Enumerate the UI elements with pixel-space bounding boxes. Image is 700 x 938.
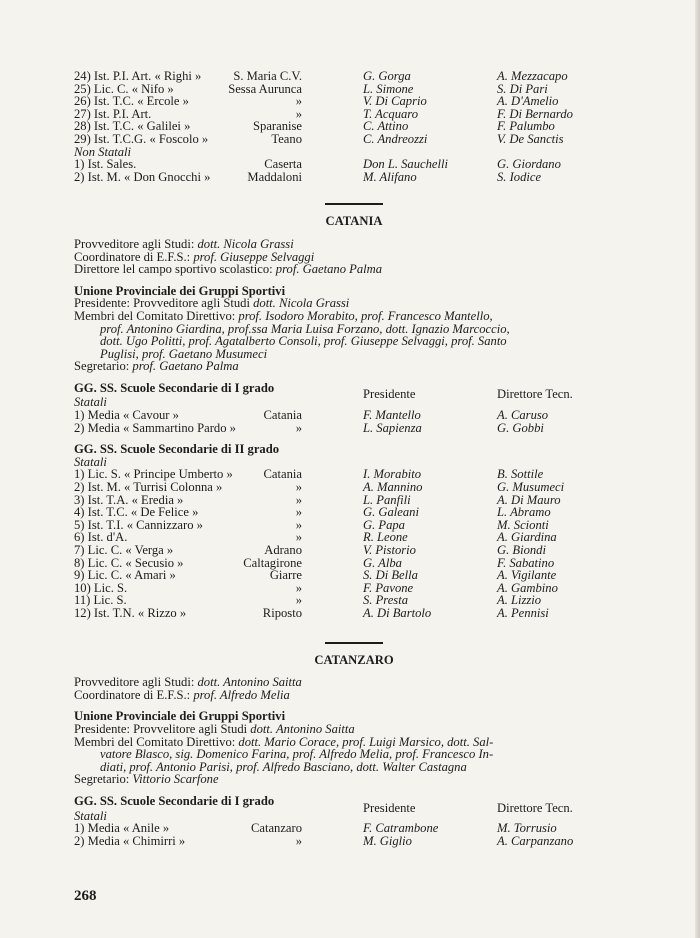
table-row [74, 70, 634, 83]
grade1-title: GG. SS. Scuole Secondarie di I grado [74, 793, 275, 808]
president-header: Presidente [363, 387, 416, 402]
school-town: » [295, 480, 302, 495]
school-name: 29) Ist. T.C.G. « Foscolo » [74, 131, 209, 146]
school-name: 9) Lic. C. « Amari » [74, 568, 176, 583]
school-name: 4) Ist. T.C. « De Felice » [74, 505, 199, 520]
school-president: C. Andreozzi [363, 131, 428, 146]
table-row [74, 133, 634, 146]
school-town: Maddaloni [247, 169, 302, 184]
table-row [74, 544, 634, 557]
section-title-catania: CATANIA [325, 214, 383, 229]
school-town: Sessa Aurunca [228, 81, 302, 96]
section-divider [325, 203, 383, 205]
members-line: Membri del Comitato Direttivo: prof. Isodoro Morabito, prof. Francesco Mantello, [74, 308, 493, 323]
school-town: » [295, 505, 302, 520]
school-director: M. Torrusio [497, 821, 557, 836]
section-title-catanzaro: CATANZARO [314, 652, 394, 667]
secretary-line: Segretario: Vittorio Scarfone [74, 772, 219, 787]
school-town: Adrano [264, 543, 302, 557]
school-director: A. Pennisi [497, 605, 549, 620]
school-town: Sparanise [253, 119, 302, 134]
school-name: 7) Lic. C. « Verga » [74, 543, 174, 557]
school-director: F. Di Bernardo [497, 106, 573, 121]
members-line: dott. Ugo Politti, prof. Agatalberto Consoli, prof. Giuseppe Selvaggi, prof. Santo [100, 334, 507, 349]
school-name: 1) Media « Anile » [74, 821, 170, 836]
school-name: 24) Ist. P.I. Art. « Righi » [74, 69, 202, 83]
school-director: A. D'Amelio [497, 94, 559, 109]
table-row [74, 158, 634, 171]
school-name: 1) Lic. S. « Principe Umberto » [74, 467, 233, 482]
intro-line: Provveditore agli Studi: dott. Antonino Saitta [74, 675, 302, 690]
school-director: A. Lizzio [497, 593, 542, 608]
school-town: S. Maria C.V. [233, 69, 302, 83]
school-name: 8) Lic. C. « Secusio » [74, 555, 184, 570]
grade2-block [74, 443, 634, 619]
school-director: S. Iodice [497, 169, 542, 184]
school-president: C. Attino [363, 119, 409, 134]
school-town: Riposto [262, 605, 302, 620]
school-president: F. Pavone [363, 580, 414, 595]
school-town: Catania [263, 467, 302, 482]
school-director: G. Giordano [497, 157, 561, 172]
school-town: » [295, 593, 302, 608]
school-director: B. Sottile [497, 467, 544, 482]
non-statali-label: Non Statali [74, 144, 132, 159]
school-director: S. Di Pari [497, 81, 548, 96]
school-name: 26) Ist. T.C. « Ercole » [74, 94, 189, 109]
members-line: diati, prof. Antonio Parisi, prof. Alfredo Basciano, dott. Walter Castagna [100, 759, 467, 774]
school-town: » [295, 580, 302, 595]
school-director: A. Di Mauro [497, 492, 561, 507]
intro-line: Coordinatore di E.F.S.: prof. Alfredo Melia [74, 687, 290, 702]
school-town: Caserta [264, 157, 302, 172]
table-row [74, 171, 634, 184]
members-line: Puglisi, prof. Gaetano Musumeci [100, 346, 268, 361]
document-page [74, 70, 634, 847]
school-director: G. Gobbi [497, 420, 544, 435]
grade2-title: GG. SS. Scuole Secondarie di II grado [74, 442, 280, 457]
director-header: Direttore Tecn. [497, 387, 573, 402]
statali-label: Statali [74, 454, 107, 469]
school-president: F. Catrambone [363, 821, 439, 836]
school-name: 1) Media « Cavour » [74, 408, 179, 423]
school-president: G. Galeani [363, 505, 419, 520]
school-name: 12) Ist. T.N. « Rizzo » [74, 605, 187, 620]
union-block [74, 710, 634, 786]
school-name: 25) Lic. C. « Nifo » [74, 81, 174, 96]
secretary-line: Segretario: prof. Gaetano Palma [74, 359, 239, 374]
school-director: A. Caruso [497, 408, 549, 423]
school-president: G. Alba [363, 555, 402, 570]
school-town: Teano [271, 131, 302, 146]
school-town: Catanzaro [250, 821, 302, 836]
school-director: M. Scionti [497, 517, 549, 532]
page-number: 268 [74, 888, 97, 904]
president-line: Presidente: Provvelitore agli Studi dott. Antonino Saitta [74, 721, 355, 736]
school-name: 27) Ist. P.I. Art. [74, 106, 152, 121]
table-row [74, 481, 634, 494]
school-director: A. Carpanzano [497, 833, 574, 848]
school-director: A. Gambino [497, 580, 558, 595]
grade1-block [74, 795, 634, 847]
school-town: » [295, 530, 302, 545]
table-row [74, 95, 634, 108]
school-director: L. Abramo [497, 505, 551, 520]
school-director: A. Mezzacapo [497, 69, 568, 83]
president-line: Presidente: Provveditore agli Studi dott. Nicola Grassi [74, 296, 350, 311]
grade1-block [74, 382, 634, 434]
school-president: M. Alifano [363, 169, 417, 184]
table-row [74, 835, 634, 848]
school-name: 28) Ist. T.C. « Galilei » [74, 119, 191, 134]
table-row [74, 569, 634, 582]
table-row [74, 822, 634, 835]
school-director: A. Vigilante [497, 568, 557, 583]
members-line: Membri del Comitato Direttivo: dott. Mario Corace, prof. Luigi Marsico, dott. Sal- [74, 734, 494, 749]
school-director: F. Sabatino [497, 555, 555, 570]
school-director: F. Palumbo [497, 119, 555, 134]
top-school-list [74, 70, 634, 183]
table-row [74, 506, 634, 519]
school-town: » [295, 420, 302, 435]
president-header: Presidente [363, 800, 416, 815]
union-block [74, 285, 634, 373]
intro-line: Coordinatore di E.F.S.: prof. Giuseppe Selvaggi [74, 249, 315, 264]
school-name: 2) Ist. M. « Turrisi Colonna » [74, 480, 223, 495]
table-row [74, 607, 634, 620]
statali-label: Statali [74, 395, 107, 410]
school-president: L. Sapienza [363, 420, 422, 435]
school-name: 2) Media « Chimirri » [74, 833, 186, 848]
union-title: Unione Provinciale dei Gruppi Sportivi [74, 283, 286, 298]
school-name: 11) Lic. S. [74, 593, 127, 608]
school-president: M. Giglio [363, 833, 412, 848]
school-town: Catania [263, 408, 302, 423]
school-president: L. Simone [363, 81, 414, 96]
school-town: » [295, 492, 302, 507]
school-director: G. Biondi [497, 543, 546, 557]
school-director: G. Musumeci [497, 480, 565, 495]
school-president: R. Leone [363, 530, 408, 545]
members-line: prof. Antonino Giardina, prof.ssa Maria Luisa Forzano, dott. Ignazio Marcoccio, [100, 321, 510, 336]
school-president: A. Mannino [363, 480, 423, 495]
table-row [74, 409, 634, 422]
school-president: G. Papa [363, 517, 405, 532]
table-row [74, 582, 634, 595]
school-town: Giarre [269, 568, 302, 583]
school-town: Caltagirone [243, 555, 302, 570]
director-header: Direttore Tecn. [497, 800, 573, 815]
table-row [74, 422, 634, 435]
school-president: T. Acquaro [363, 106, 419, 121]
section-divider [325, 642, 383, 644]
school-town: » [295, 106, 302, 121]
statali-label: Statali [74, 808, 107, 823]
school-president: I. Morabito [363, 467, 422, 482]
school-name: 3) Ist. T.A. « Eredia » [74, 492, 184, 507]
page-edge-shadow [695, 0, 700, 938]
school-town: » [295, 517, 302, 532]
school-president: Don L. Sauchelli [363, 157, 449, 172]
members-line: vatore Blasco, sig. Domenico Farina, prof. Alfredo Melia, prof. Francesco In- [100, 747, 494, 762]
grade1-title: GG. SS. Scuole Secondarie di I grado [74, 380, 275, 395]
school-name: 2) Media « Sammartino Pardo » [74, 420, 236, 435]
school-president: A. Di Bartolo [363, 605, 432, 620]
union-title: Unione Provinciale dei Gruppi Sportivi [74, 709, 286, 724]
school-name: 1) Ist. Sales. [74, 157, 137, 172]
school-name: 5) Ist. T.I. « Cannizzaro » [74, 517, 203, 532]
school-president: F. Mantello [363, 408, 421, 423]
school-president: S. Presta [363, 593, 409, 608]
school-president: V. Di Caprio [363, 94, 427, 109]
school-town: » [295, 833, 302, 848]
school-name: 2) Ist. M. « Don Gnocchi » [74, 169, 211, 184]
intro-line: Provveditore agli Studi: dott. Nicola Grassi [74, 236, 294, 251]
school-director: A. Giardina [497, 530, 557, 545]
school-president: L. Panfili [363, 492, 411, 507]
school-director: V. De Sanctis [497, 131, 564, 146]
school-president: G. Gorga [363, 69, 411, 83]
school-president: S. Di Bella [363, 568, 418, 583]
school-name: 6) Ist. d'A. [74, 530, 128, 545]
intro-line: Direttore lel campo sportivo scolastico: prof. Gaetano Palma [74, 262, 383, 277]
school-town: » [295, 94, 302, 109]
school-name: 10) Lic. S. [74, 580, 128, 595]
school-president: V. Pistorio [363, 543, 416, 557]
